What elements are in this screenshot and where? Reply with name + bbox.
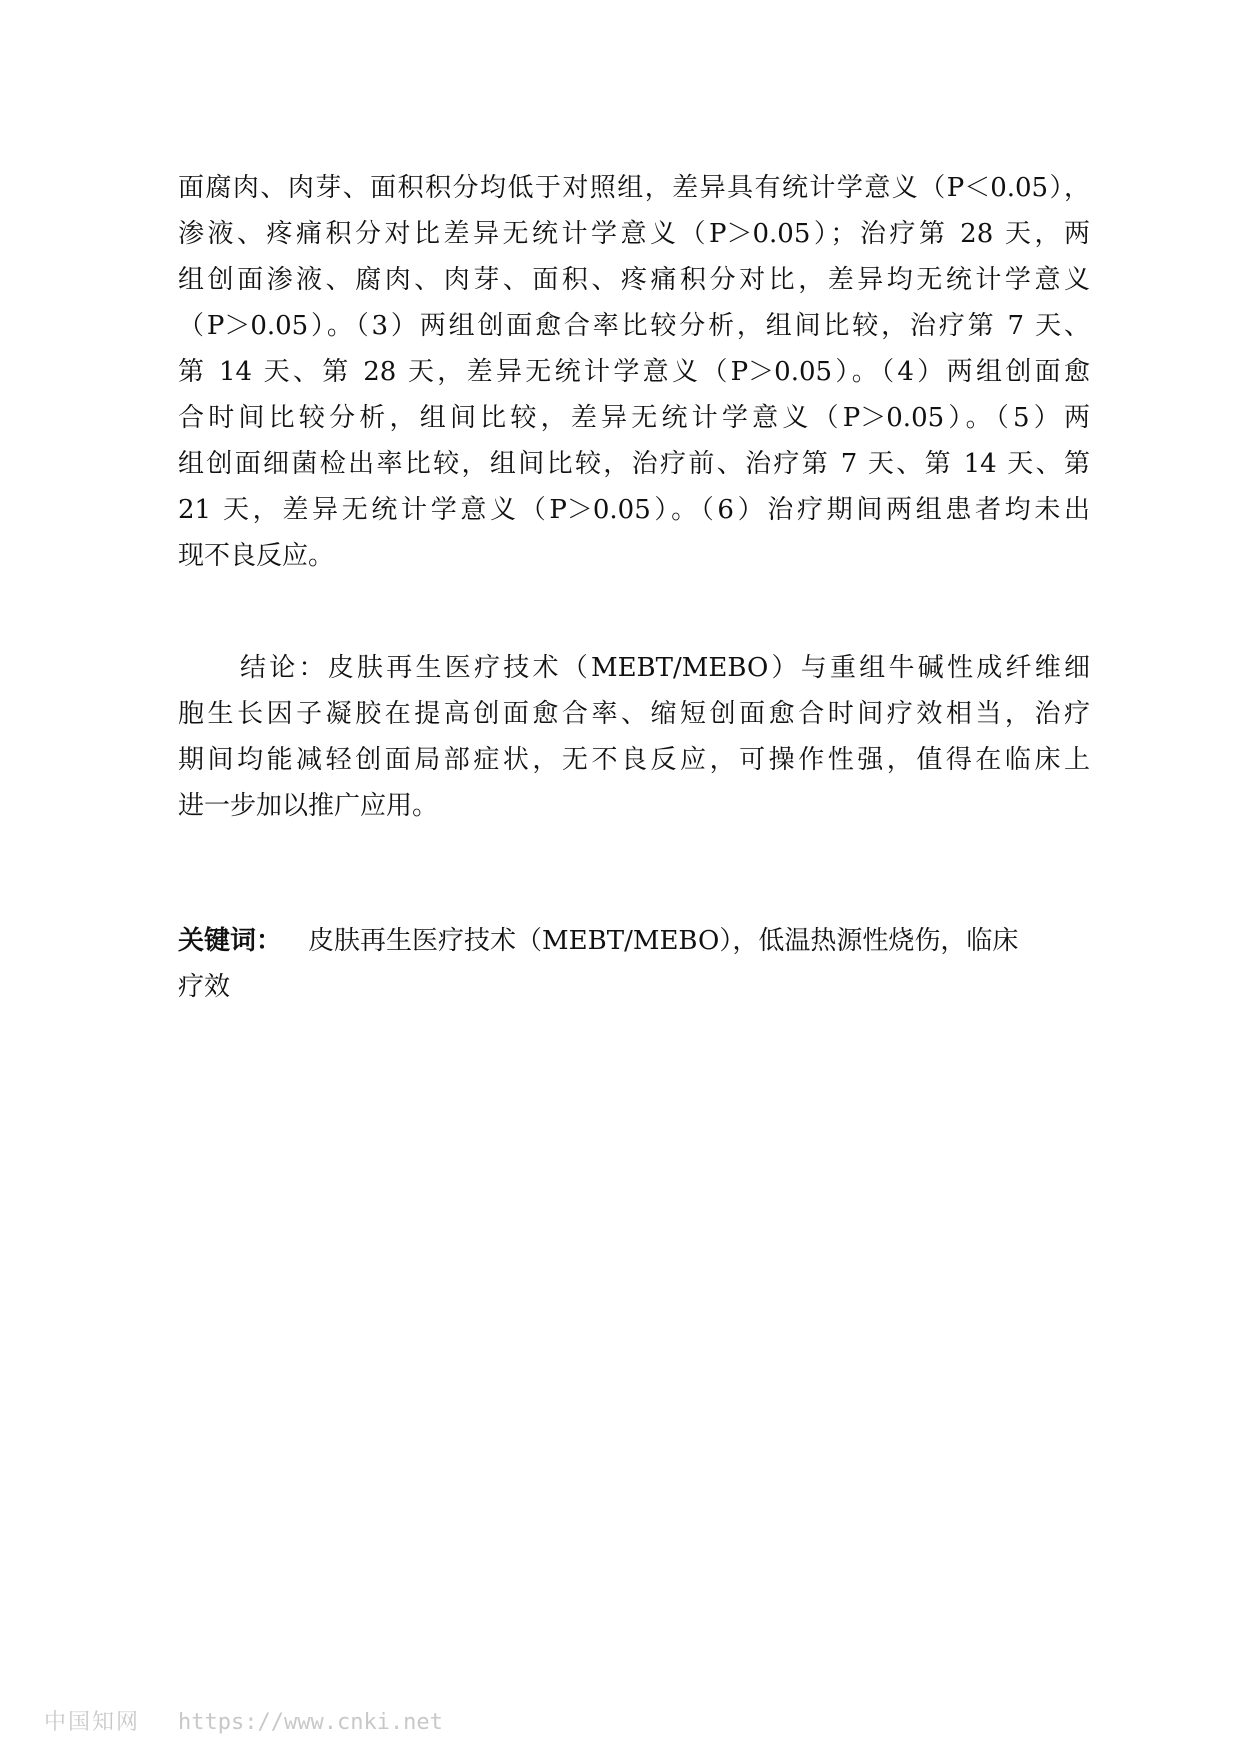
conclusion-line: 期间均能减轻创面局部症状，无不良反应，可操作性强，值得在临床上 xyxy=(178,745,1090,775)
footer-watermark xyxy=(44,1710,443,1736)
cnki-url: https://www.cnki.net xyxy=(178,1710,443,1735)
results-line: 渗液、疼痛积分对比差异无统计学意义（P＞0.05）；治疗第 28 天，两 xyxy=(178,219,1090,249)
results-line: 面腐肉、肉芽、面积积分均低于对照组，差异具有统计学意义（P＜0.05）， xyxy=(178,173,1090,203)
results-line: 第 14 天、第 28 天，差异无统计学意义（P＞0.05）。（4）两组创面愈 xyxy=(178,357,1090,387)
results-line: 合时间比较分析，组间比较，差异无统计学意义（P＞0.05）。（5）两 xyxy=(178,403,1090,433)
results-line: 21 天，差异无统计学意义（P＞0.05）。（6）治疗期间两组患者均未出 xyxy=(178,495,1090,525)
conclusion-line: 进一步加以推广应用。 xyxy=(178,791,439,821)
keywords-label: 关键词： xyxy=(178,926,283,956)
results-line: 组创面细菌检出率比较，组间比较，治疗前、治疗第 7 天、第 14 天、第 xyxy=(178,449,1090,479)
results-line: 组创面渗液、腐肉、肉芽、面积、疼痛积分对比，差异均无统计学意义 xyxy=(178,265,1090,295)
cnki-site-name: 中国知网 xyxy=(44,1710,141,1735)
keywords-line-2: 疗效 xyxy=(178,972,231,1002)
results-line: 现不良反应。 xyxy=(178,541,335,571)
results-line: （P＞0.05）。（3）两组创面愈合率比较分析，组间比较，治疗第 7 天、 xyxy=(178,311,1090,341)
keywords-line xyxy=(178,925,1090,957)
keywords-text: 皮肤再生医疗技术（MEBT/MEBO），低温热源性烧伤，临床 xyxy=(308,926,1019,956)
conclusion-line: 结论：皮肤再生医疗技术（MEBT/MEBO）与重组牛碱性成纤维细 xyxy=(240,653,1090,683)
conclusion-line: 胞生长因子凝胶在提高创面愈合率、缩短创面愈合时间疗效相当，治疗 xyxy=(178,699,1090,729)
